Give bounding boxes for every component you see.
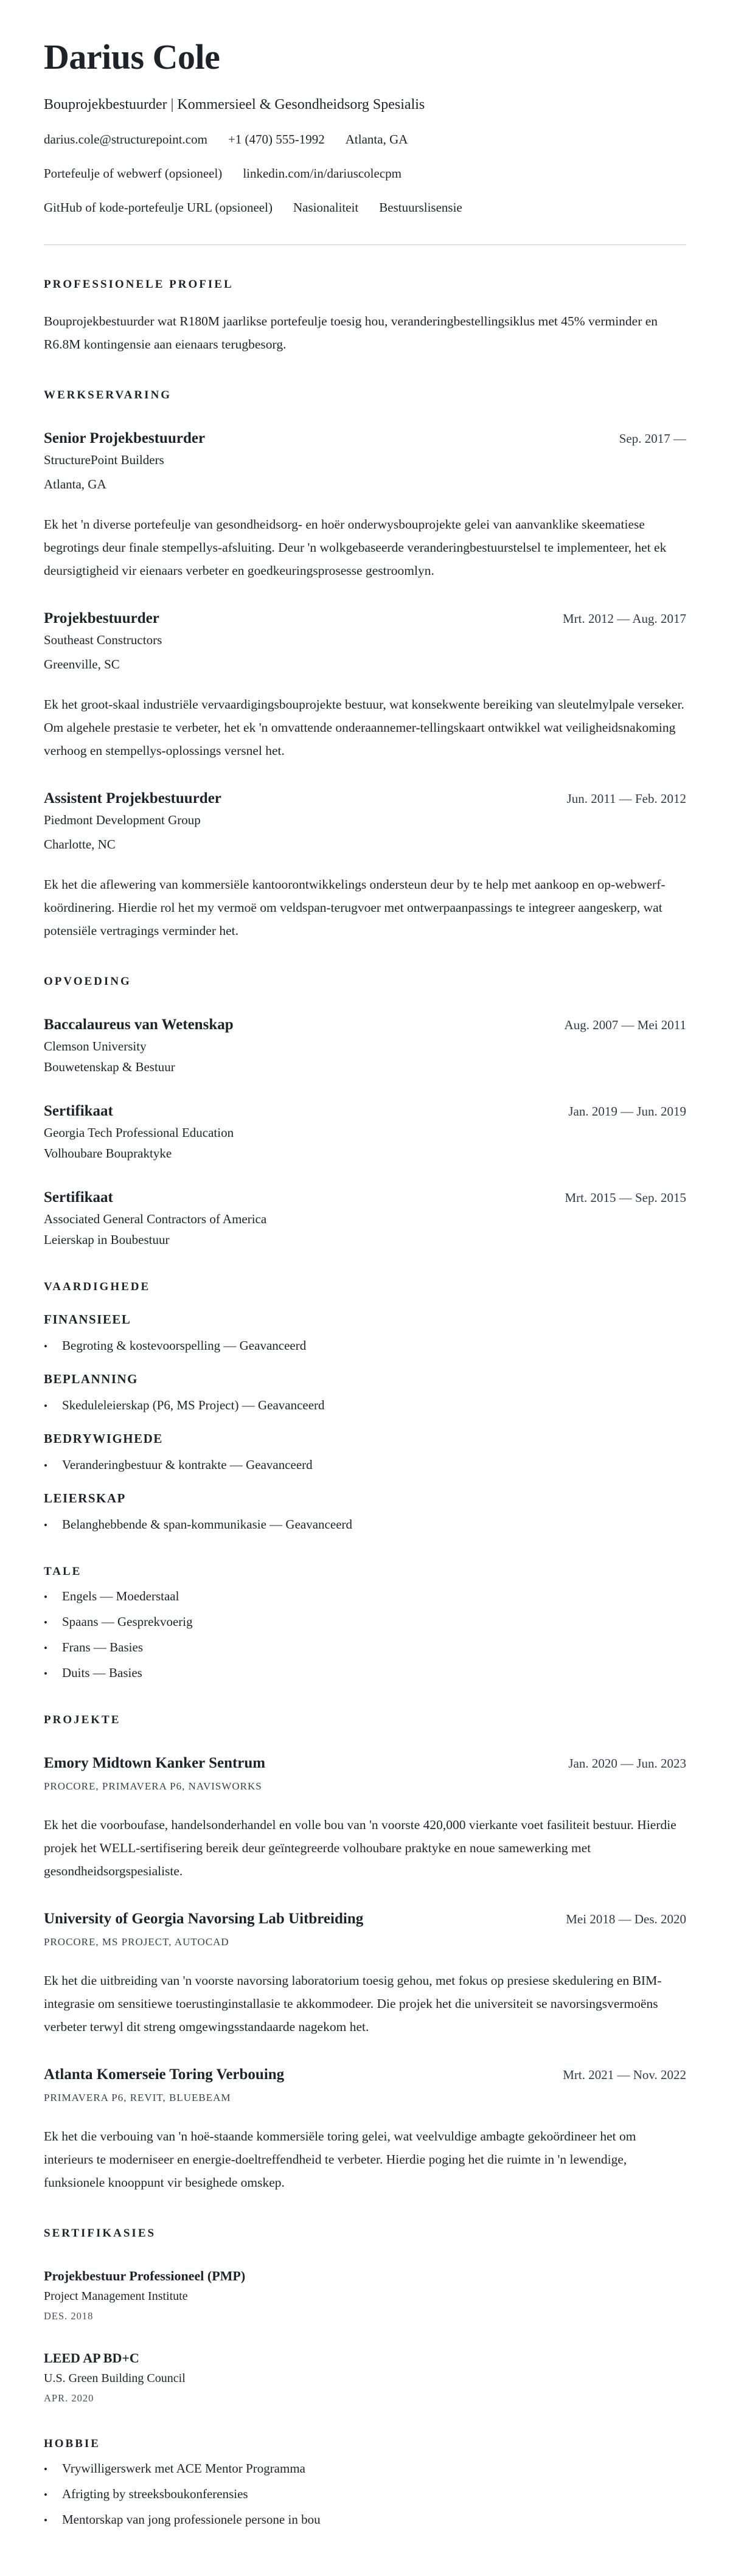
skill-group-name: BEDRYWIGHEDE [44,1431,163,1446]
contact-drivers-license: Bestuurslisensie [379,200,462,215]
education-entry-head [44,1103,686,1120]
education-field: Bouwetenskap & Bestuur [44,1059,175,1074]
job-dates: Sep. 2017 — [619,431,686,446]
section-experience [44,389,686,942]
education-degree: Sertifikaat [44,1189,113,1206]
project-description: Ek het die verbouing van 'n hoë-staande kommersiële toring gelei, wat veelvuldige ambagte gekoördineer het om interieurs te moderniseer en energie-doeltreffendheid te verbeter. Hierdie poging het die ruimte in 'n lewendige, funksionele knooppunt vir besighede omskep. [44,2128,636,2190]
resume-header [44,39,686,245]
job-dates: Mrt. 2012 — Aug. 2017 [562,611,686,626]
language-item-text: Frans — Basies [62,1639,143,1654]
language-item [44,1589,686,1604]
education-heading: OPVOEDING [44,974,131,988]
project-description: Ek het die voorboufase, handelsonderhandel en volle bou van 'n voorste 420,000 vierkante voet fasiliteit bestuur. Hierdie projek het WELL-sertifisering bereik deur geïntegreerde volhoubare praktyke en noue samewerking met gesondheidsorgspesialiste. [44,1817,676,1878]
certification-date: DES. 2018 [44,2310,94,2322]
bullet-icon: • [44,2514,47,2526]
section-certifications [44,2227,686,2404]
certification-issuer: U.S. Green Building Council [44,2371,186,2385]
skill-item-text: Belanghebbende & span-kommunikasie — Geavanceerd [62,1516,353,1532]
hobby-item-text: Mentorskap van jong professionele persone in bou [62,2512,321,2527]
education-school: Clemson University [44,1038,147,1054]
project-dates: Mrt. 2021 — Nov. 2022 [563,2067,686,2082]
contact-row-3 [44,200,686,215]
education-dates: Jan. 2019 — Jun. 2019 [568,1103,686,1119]
job-entry-head [44,790,686,807]
language-item [44,1640,686,1655]
contact-row-2 [44,166,686,181]
job-entry-head [44,430,686,447]
education-degree: Sertifikaat [44,1102,113,1119]
skill-item-text: Begroting & kostevoorspelling — Geavanceerd [62,1338,307,1353]
job-entry [44,790,686,942]
skill-group [44,1312,686,1353]
certification-entry [44,2350,686,2404]
project-dates: Mei 2018 — Des. 2020 [566,1911,686,1926]
project-entry-head [44,1911,686,1928]
project-entry [44,1755,686,1883]
section-languages [44,1565,686,1681]
job-location: Atlanta, GA [44,476,106,491]
hobby-list [44,2461,686,2527]
hobby-item-text: Afrigting by streeksboukonferensies [62,2486,248,2501]
language-item [44,1614,686,1630]
education-field: Volhoubare Boupraktyke [44,1145,172,1161]
skill-item-text: Skeduleleierskap (P6, MS Project) — Geavanceerd [62,1397,325,1412]
section-profile [44,278,686,356]
skills-heading: VAARDIGHEDE [44,1280,151,1293]
skill-item [44,1517,686,1532]
certifications-heading: SERTIFIKASIES [44,2226,156,2240]
education-dates: Aug. 2007 — Mei 2011 [564,1017,686,1032]
job-dates: Jun. 2011 — Feb. 2012 [566,791,686,806]
project-tools: PROCORE, PRIMAVERA P6, NAVISWORKS [44,1780,262,1792]
job-company: Piedmont Development Group [44,812,201,827]
section-projects [44,1713,686,2194]
education-field: Leierskap in Boubestuur [44,1232,170,1247]
job-entry-head [44,610,686,627]
job-description: Ek het 'n diverse portefeulje van gesondheidsorg- en hoër onderwysbouprojekte gelei van aanvanklike skeematiese begrotings deur finale stempellys-afsluiting. Deur 'n wolkgebaseerde veranderingbestuurstelsel te implementeer, het ek deursigtigheid vir eienaars verbeter en goedkeuringsprosesse gestroomlyn. [44,516,667,578]
skill-group [44,1491,686,1532]
person-name: Darius Cole [44,37,220,77]
language-item-text: Spaans — Gesprekvoerig [62,1614,193,1629]
project-tools: PRIMAVERA P6, REVIT, BLUEBEAM [44,2091,231,2103]
project-dates: Jan. 2020 — Jun. 2023 [568,1755,686,1771]
certification-name: LEED AP BD+C [44,2350,139,2366]
certification-entry [44,2268,686,2322]
project-name: Emory Midtown Kanker Sentrum [44,1754,266,1771]
job-title: Assistent Projekbestuurder [44,790,221,807]
skill-item [44,1398,686,1413]
project-entry [44,1911,686,2038]
language-list [44,1589,686,1681]
education-dates: Mrt. 2015 — Sep. 2015 [565,1190,686,1205]
section-skills [44,1280,686,1532]
contact-email: darius.cole@structurepoint.com [44,131,207,147]
bullet-icon: • [44,1459,47,1471]
bullet-icon: • [44,1519,47,1531]
job-location: Charlotte, NC [44,836,116,852]
language-item [44,1665,686,1681]
hobby-item [44,2487,686,2502]
hobby-item-text: Vrywilligerswerk met ACE Mentor Programma [62,2460,305,2476]
job-company: StructurePoint Builders [44,452,164,467]
skill-item-text: Veranderingbestuur & kontrakte — Geavanceerd [62,1457,313,1472]
bullet-icon: • [44,1591,47,1603]
bullet-icon: • [44,1616,47,1628]
skill-group-name: LEIERSKAP [44,1490,126,1505]
education-entry [44,1189,686,1248]
project-entry-head [44,2066,686,2083]
job-description: Ek het groot-skaal industriële vervaardigingsbouprojekte bestuur, wat konsekwente bereiking van sleutelmylpale verseker. Om algehele prestasie te verbeter, het ek 'n omvattende onderaannemer-tellingskaart ontwikkel wat veiligheidsnakoming verhoog en stempellys-oplossings versnel het. [44,696,684,758]
person-headline: Bouprojekbestuurder | Kommersieel & Gesondheidsorg Spesialis [44,96,425,113]
languages-heading: TALE [44,1564,82,1578]
contact-phone: +1 (470) 555-1992 [228,131,325,147]
skill-item [44,1338,686,1353]
skill-group [44,1372,686,1413]
education-entry-head [44,1016,686,1033]
project-name: University of Georgia Navorsing Lab Uitbreiding [44,1910,364,1927]
bullet-icon: • [44,1340,47,1352]
bullet-icon: • [44,2463,47,2475]
hobby-item [44,2461,686,2476]
projects-heading: PROJEKTE [44,1713,121,1726]
contact-location: Atlanta, GA [345,131,408,147]
education-entry-head [44,1189,686,1206]
bullet-icon: • [44,1667,47,1679]
profile-text: Bouprojekbestuurder wat R180M jaarlikse portefeulje toesig hou, veranderingbestellingsiklus met 45% verminder en R6.8M kontingensie aan eienaars terugbesorg. [44,313,658,352]
bullet-icon: • [44,1400,47,1412]
contact-nationality: Nasionaliteit [293,200,359,215]
experience-heading: WERKSERVARING [44,388,172,401]
contact-github: GitHub of kode-portefeulje URL (opsioneel) [44,200,273,215]
education-entry [44,1016,686,1075]
bullet-icon: • [44,2488,47,2501]
project-entry [44,2066,686,2194]
project-tools: PROCORE, MS PROJECT, AUTOCAD [44,1935,229,1948]
contact-row-1 [44,132,686,147]
section-hobbies [44,2437,686,2527]
job-company: Southeast Constructors [44,632,162,647]
contact-linkedin: linkedin.com/in/dariuscolecpm [243,165,401,181]
education-degree: Baccalaureus van Wetenskap [44,1016,234,1033]
skill-group-name: BEPLANNING [44,1371,139,1386]
certification-date: APR. 2020 [44,2392,94,2404]
education-entry [44,1103,686,1161]
certification-name: Projekbestuur Professioneel (PMP) [44,2268,246,2283]
hobby-item [44,2512,686,2527]
skill-item [44,1457,686,1473]
education-school: Associated General Contractors of America [44,1211,267,1226]
certification-issuer: Project Management Institute [44,2289,188,2303]
profile-heading: PROFESSIONELE PROFIEL [44,277,234,291]
job-entry [44,610,686,762]
language-item-text: Duits — Basies [62,1665,142,1680]
job-title: Senior Projekbestuurder [44,429,206,446]
job-entry [44,430,686,582]
hobbies-heading: HOBBIE [44,2437,100,2450]
section-education [44,975,686,1248]
contact-portfolio: Portefeulje of webwerf (opsioneel) [44,165,223,181]
job-title: Projekbestuurder [44,609,159,627]
skill-group [44,1431,686,1473]
job-description: Ek het die aflewering van kommersiële kantoorontwikkelings ondersteun deur by te help met aankoop en op-webwerf-koördinering. Hierdie rol het my vermoë om veldspan-terugvoer met ontwerpaanpassings te integreer aangeskerp, wat potensiële vertragings verminder het. [44,877,666,938]
skill-group-name: FINANSIEEL [44,1311,131,1327]
job-location: Greenville, SC [44,656,120,672]
project-name: Atlanta Komerseie Toring Verbouing [44,2066,285,2083]
education-school: Georgia Tech Professional Education [44,1125,234,1140]
project-entry-head [44,1755,686,1772]
bullet-icon: • [44,1642,47,1654]
project-description: Ek het die uitbreiding van 'n voorste navorsing laboratorium toesig gehou, met fokus op presiese skedulering en BIM-integrasie om sensitiewe toerustinginstallasie te akkommodeer. Die projek het die universiteit se navorsingsvermoëns verbeter terwyl dit streng omgewingsstandaarde nagekom het. [44,1973,662,2034]
language-item-text: Engels — Moederstaal [62,1588,179,1603]
